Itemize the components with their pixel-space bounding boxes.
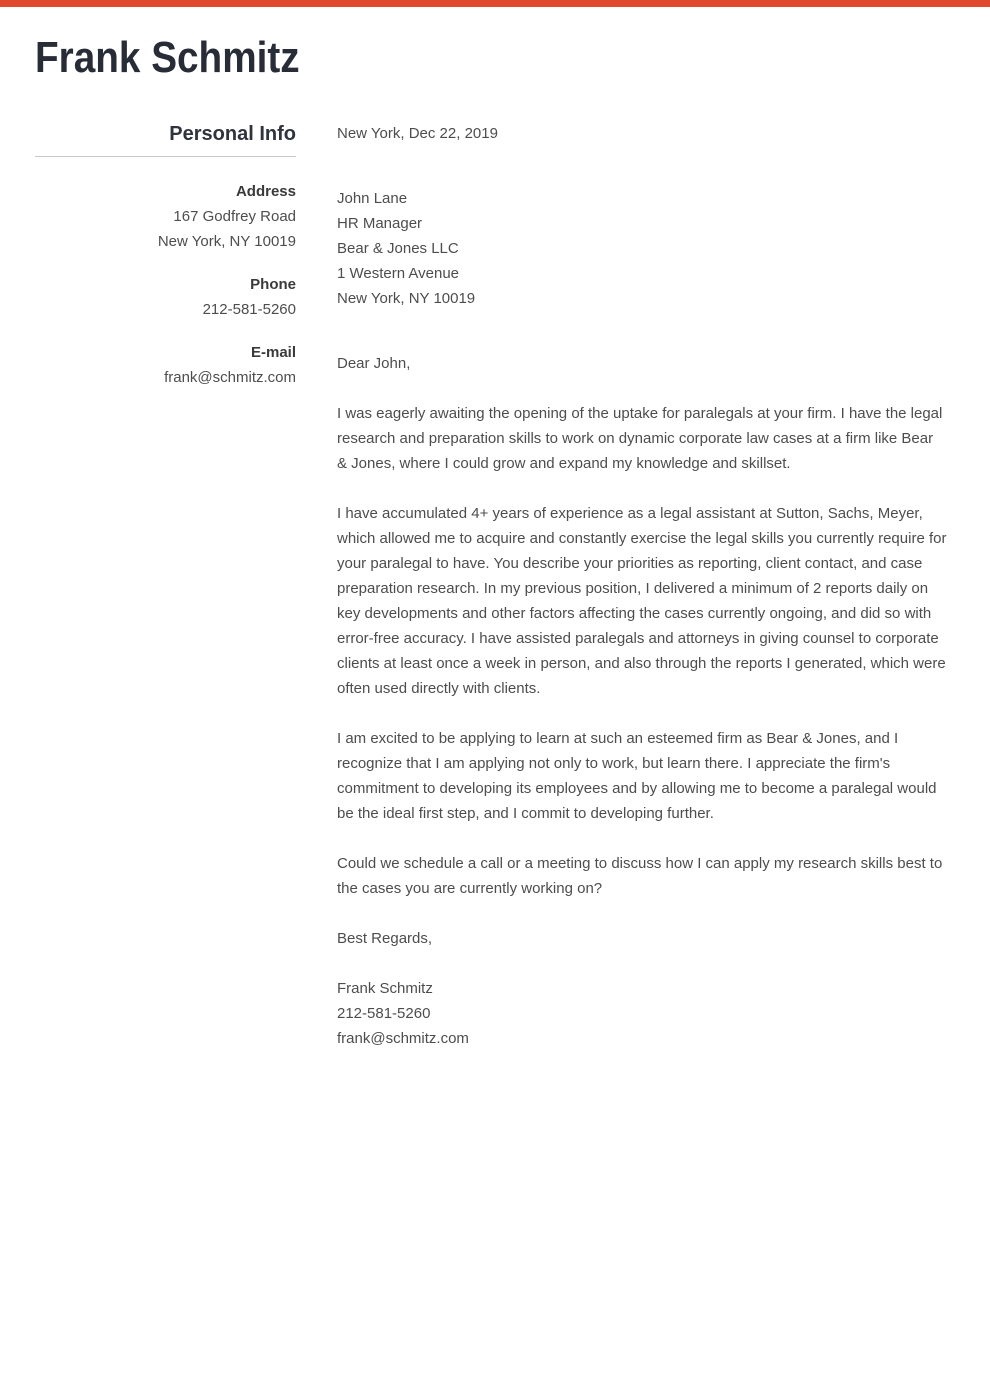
- personal-info-sidebar: [35, 121, 296, 1051]
- email-value: frank@schmitz.com: [164, 369, 296, 386]
- address-line: 167 Godfrey Road: [173, 208, 296, 225]
- address-line: New York, NY 10019: [157, 233, 296, 250]
- recipient-title: HR Manager: [337, 215, 423, 232]
- recipient-name: John Lane: [337, 190, 408, 207]
- signature-email: frank@schmitz.com: [337, 1030, 469, 1047]
- recipient-company: Bear & Jones LLC: [337, 240, 459, 257]
- email-group: [35, 340, 296, 390]
- sidebar-title: Personal Info: [35, 121, 296, 157]
- recipient-city: New York, NY 10019: [337, 290, 476, 307]
- top-accent-bar: [0, 0, 990, 7]
- address-group: [35, 179, 296, 254]
- letter-paragraph: Could we schedule a call or a meeting to discuss how I can apply my research skills best to the cases you are currently working on?: [337, 855, 943, 897]
- phone-value: 212-581-5260: [202, 301, 296, 318]
- closing-line: Best Regards,: [337, 930, 433, 947]
- letter-content: [337, 121, 947, 1051]
- address-label: Address: [235, 183, 296, 200]
- document-body: [0, 121, 990, 1051]
- phone-label: Phone: [250, 276, 296, 293]
- recipient-street: 1 Western Avenue: [337, 265, 460, 282]
- document-header: [0, 33, 990, 82]
- signature-name: Frank Schmitz: [337, 980, 433, 997]
- salutation: Dear John,: [337, 355, 411, 372]
- letter-paragraph: I was eagerly awaiting the opening of the uptake for paralegals at your firm. I have the legal research and preparation skills to work on dynamic corporate law cases at a firm like Bear & Jones, where I could grow and expand my knowledge and skillset.: [337, 405, 943, 472]
- applicant-name: Frank Schmitz: [35, 33, 300, 82]
- date-line: New York, Dec 22, 2019: [337, 125, 498, 142]
- phone-group: [35, 272, 296, 322]
- signature-phone: 212-581-5260: [337, 1005, 431, 1022]
- letter-paragraph: I have accumulated 4+ years of experience as a legal assistant at Sutton, Sachs, Meyer, which allowed me to acquire and constantly exercise the legal skills you currently require for your paralegal to have. You describe your priorities as reporting, client contact, and case preparation research. In my previous position, I delivered a minimum of 2 reports daily on key developments and other factors affecting the cases currently ongoing, and did so with error-free accuracy. I have assisted paralegals and attorneys in giving counsel to corporate clients at least once a week in person, and also through the reports I generated, which were often used directly with clients.: [337, 505, 947, 697]
- signature-block: [337, 976, 947, 1051]
- recipient-block: [337, 186, 947, 311]
- letter-paragraph: I am excited to be applying to learn at such an esteemed firm as Bear & Jones, and I recognize that I am applying not only to work, but learn there. I appreciate the firm's commitment to developing its employees and by allowing me to become a paralegal would be the ideal first step, and I commit to developing further.: [337, 730, 937, 822]
- email-label: E-mail: [250, 344, 296, 361]
